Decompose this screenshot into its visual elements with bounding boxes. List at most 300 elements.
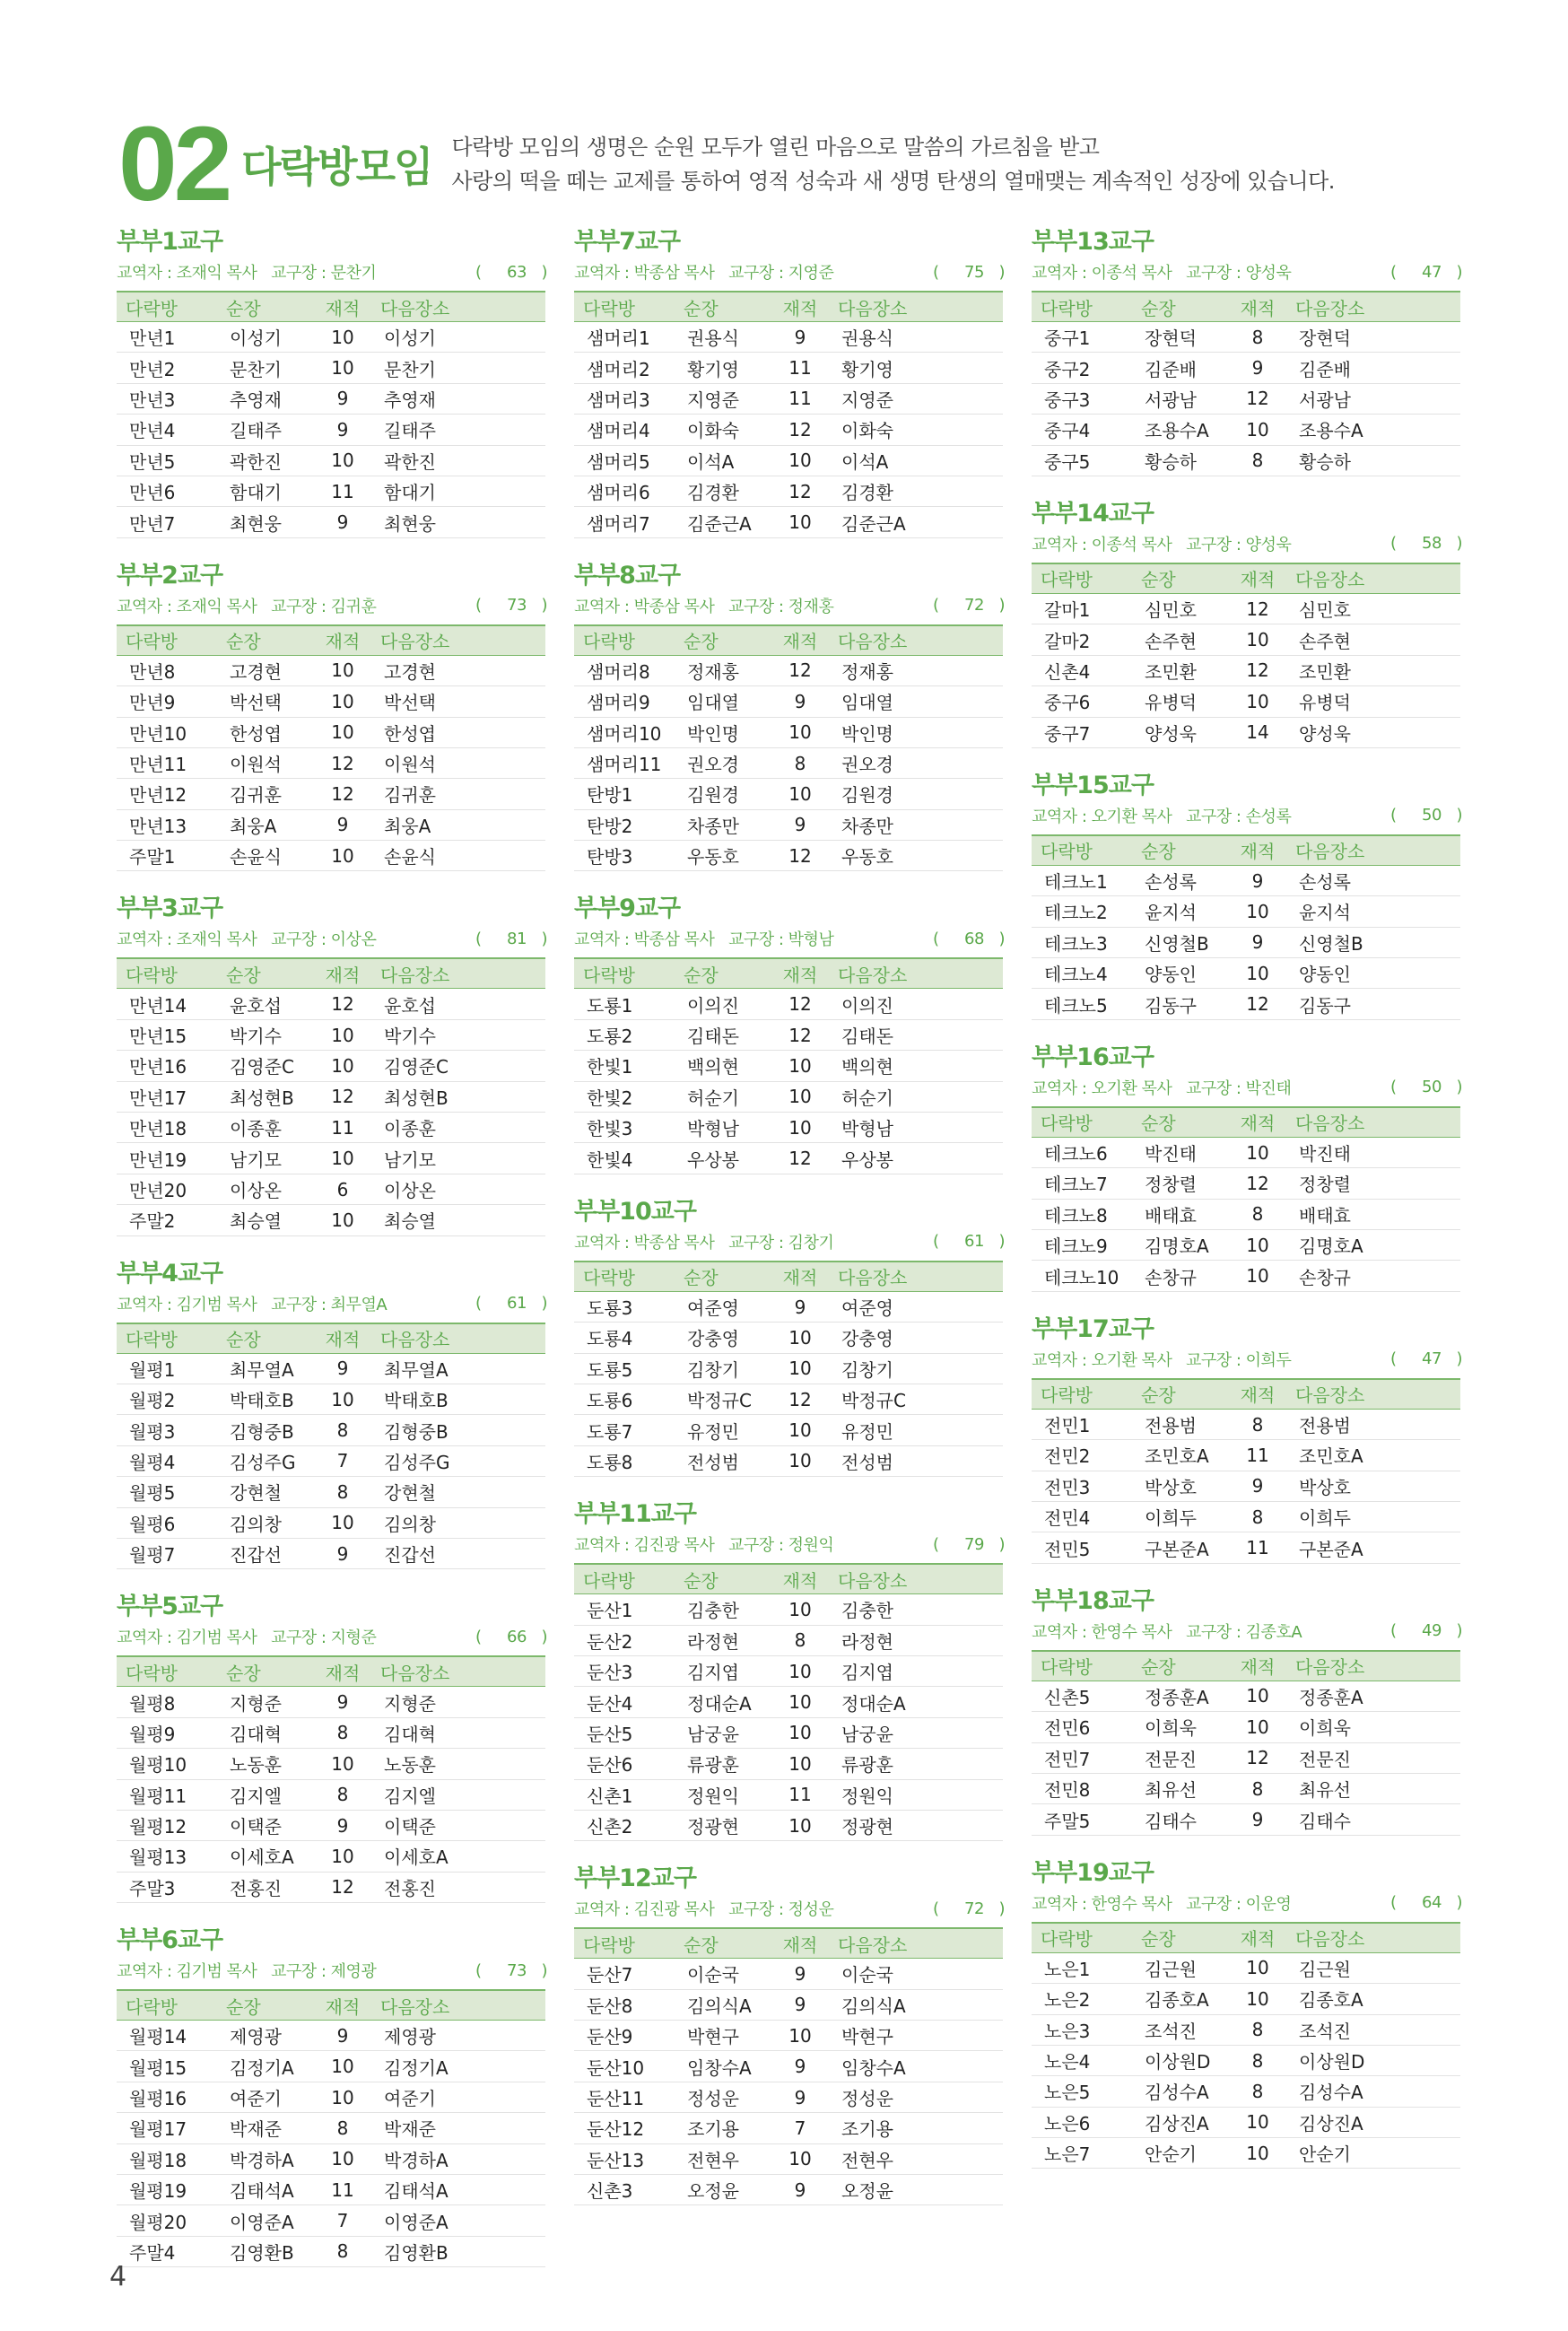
cell-leader: 곽한진 [217, 445, 314, 476]
cell-leader: 노동훈 [217, 1749, 314, 1779]
paren-left: ( [475, 1960, 482, 1980]
cell-enrolled: 8 [314, 2236, 371, 2266]
group-table [574, 1261, 1003, 1477]
cell-leader: 윤지석 [1132, 896, 1229, 927]
table-row [1032, 383, 1460, 414]
cell-room: 전민2 [1032, 1440, 1132, 1471]
cell-next-venue: 허순기 [829, 1081, 1003, 1112]
group-info [1032, 1074, 1462, 1101]
cell-next-venue: 박상호 [1286, 1471, 1460, 1501]
table-row [1032, 1532, 1460, 1563]
cell-enrolled: 10 [771, 1594, 829, 1625]
cell-next-venue: 김대혁 [371, 1717, 545, 1748]
cell-leader: 고경현 [217, 655, 314, 685]
cell-leader: 배태효 [1132, 1199, 1229, 1229]
cell-enrolled: 9 [1229, 927, 1286, 957]
cell-leader: 여준영 [675, 1291, 771, 1322]
cell-next-venue: 여준기 [371, 2082, 545, 2112]
cell-enrolled: 11 [314, 1113, 371, 1143]
group-info [574, 1895, 1005, 1922]
table-row [574, 989, 1003, 1019]
cell-next-venue: 문찬기 [371, 353, 545, 383]
cell-enrolled: 10 [314, 1841, 371, 1872]
cell-enrolled: 8 [314, 1477, 371, 1507]
table-header-row [117, 1990, 545, 2021]
cell-next-venue: 정대순A [829, 1687, 1003, 1717]
cell-next-venue: 김지엽 [829, 1655, 1003, 1686]
cell-next-venue: 진갑선 [371, 1538, 545, 1568]
table-row [1032, 1440, 1460, 1471]
cell-leader: 김정기A [217, 2051, 314, 2082]
paren-right: ) [998, 929, 1005, 948]
cell-enrolled: 12 [1229, 989, 1286, 1019]
cell-room: 중구7 [1032, 717, 1132, 747]
section-title: 다락방모임 [241, 143, 432, 191]
cell-room: 샘머리10 [574, 717, 675, 747]
group-leaders: 교역자 : 김진광 목사 교구장 : 정성운 [574, 1900, 834, 1920]
parish-group [117, 893, 547, 1235]
cell-room: 주말2 [117, 1205, 217, 1235]
cell-leader: 김형중B [217, 1415, 314, 1445]
column-header: 순장 [1132, 835, 1229, 866]
cell-leader: 오정윤 [675, 2175, 771, 2205]
cell-room: 만년8 [117, 655, 217, 685]
table-row [574, 841, 1003, 871]
table-row [574, 2143, 1003, 2174]
column-header: 순장 [1132, 1651, 1229, 1681]
paren-left: ( [1390, 1349, 1397, 1369]
table-row [117, 322, 545, 353]
column-header: 다음장소 [1286, 1923, 1460, 1953]
table-row [117, 717, 545, 747]
cell-enrolled: 10 [1229, 1681, 1286, 1711]
group-info [1032, 530, 1462, 557]
cell-room: 만년14 [117, 989, 217, 1019]
cell-next-venue: 신영철B [1286, 927, 1460, 957]
cell-next-venue: 윤지석 [1286, 896, 1460, 927]
group-count [933, 1232, 1005, 1251]
cell-room: 둔산11 [574, 2082, 675, 2112]
cell-leader: 김성주G [217, 1445, 314, 1476]
cell-leader: 이희욱 [1132, 1712, 1229, 1742]
paren-left: ( [1390, 534, 1397, 554]
cell-leader: 차종만 [675, 809, 771, 840]
count-value: 81 [507, 929, 527, 948]
table-row [574, 686, 1003, 717]
group-count [475, 263, 547, 282]
cell-enrolled: 11 [314, 476, 371, 506]
group-table [1032, 1106, 1460, 1292]
group-info [574, 925, 1005, 952]
cell-leader: 이세호A [217, 1841, 314, 1872]
cell-next-venue: 정성운 [829, 2082, 1003, 2112]
count-value: 61 [964, 1232, 984, 1252]
column-header: 순장 [675, 292, 771, 322]
cell-next-venue: 손윤식 [371, 841, 545, 871]
group-table [574, 291, 1003, 538]
table-row [1032, 1681, 1460, 1711]
parish-group [1032, 1857, 1462, 2169]
table-row [1032, 624, 1460, 655]
section-description [451, 130, 1334, 198]
cell-leader: 이희두 [1132, 1501, 1229, 1532]
table-row [117, 1717, 545, 1748]
cell-next-venue: 김근원 [1286, 1952, 1460, 1983]
column-header: 순장 [1132, 563, 1229, 594]
cell-leader: 정광현 [675, 1810, 771, 1840]
cell-next-venue: 박인명 [829, 717, 1003, 747]
table-row [117, 655, 545, 685]
count-value: 75 [964, 262, 984, 282]
table-row [1032, 686, 1460, 717]
group-leaders: 교역자 : 조재익 목사 교구장 : 김귀훈 [117, 597, 377, 616]
group-count [475, 1294, 547, 1313]
cell-enrolled: 10 [1229, 1952, 1286, 1983]
paren-right: ) [541, 1627, 547, 1646]
cell-leader: 권용식 [675, 322, 771, 353]
count-value: 50 [1422, 806, 1442, 825]
cell-leader: 김대혁 [217, 1717, 314, 1748]
paren-left: ( [475, 929, 482, 948]
cell-next-venue: 이의진 [829, 989, 1003, 1019]
column-header: 다락방 [1032, 563, 1132, 594]
table-row [574, 415, 1003, 445]
cell-enrolled: 10 [771, 1687, 829, 1717]
table-row [1032, 2107, 1460, 2137]
cell-leader: 김명호A [1132, 1230, 1229, 1261]
group-leaders: 교역자 : 박종삼 목사 교구장 : 김창기 [574, 1233, 834, 1253]
column-header: 재적 [771, 1928, 829, 1959]
paren-right: ) [1456, 534, 1462, 554]
cell-enrolled: 10 [1229, 1984, 1286, 2014]
cell-enrolled: 10 [314, 655, 371, 685]
paren-right: ) [1456, 1621, 1462, 1641]
table-row [117, 2205, 545, 2236]
cell-next-venue: 강충영 [829, 1323, 1003, 1353]
cell-leader: 양동인 [1132, 958, 1229, 989]
cell-next-venue: 김영준C [371, 1051, 545, 1081]
cell-next-venue: 박재준 [371, 2113, 545, 2143]
cell-enrolled: 10 [1229, 1230, 1286, 1261]
paren-right: ) [998, 1899, 1005, 1918]
group-count [1390, 1078, 1462, 1096]
cell-next-venue: 황승하 [1286, 445, 1460, 476]
group-leaders: 교역자 : 조재익 목사 교구장 : 이상온 [117, 930, 377, 950]
table-row [1032, 353, 1460, 383]
cell-leader: 박상호 [1132, 1471, 1229, 1501]
cell-room: 둔산12 [574, 2113, 675, 2143]
cell-enrolled: 9 [314, 1810, 371, 1840]
cell-room: 만년11 [117, 747, 217, 778]
table-row [117, 2082, 545, 2112]
cell-leader: 정종훈A [1132, 1681, 1229, 1711]
table-row [117, 1205, 545, 1235]
cell-leader: 구본준A [1132, 1532, 1229, 1563]
cell-room: 주말1 [117, 841, 217, 871]
group-leaders: 교역자 : 김기범 목사 교구장 : 최무열A [117, 1295, 388, 1314]
cell-enrolled: 10 [314, 841, 371, 871]
group-count [1390, 263, 1462, 282]
cell-enrolled: 8 [1229, 1199, 1286, 1229]
cell-enrolled: 11 [1229, 1440, 1286, 1471]
group-leaders: 교역자 : 김기범 목사 교구장 : 지형준 [117, 1628, 377, 1648]
column-header: 재적 [771, 1564, 829, 1594]
group-info [117, 592, 547, 619]
column-header: 다음장소 [829, 958, 1003, 989]
group-leaders: 교역자 : 김진광 목사 교구장 : 정원익 [574, 1536, 834, 1556]
cell-next-venue: 길태주 [371, 415, 545, 445]
cell-leader: 김영환B [217, 2236, 314, 2266]
cell-leader: 강충영 [675, 1323, 771, 1353]
count-value: 49 [1422, 1621, 1442, 1641]
cell-room: 둔산13 [574, 2143, 675, 2174]
table-row [117, 1415, 545, 1445]
table-header-row [574, 1928, 1003, 1959]
cell-leader: 이성기 [217, 322, 314, 353]
group-title: 부부15교구 [1032, 771, 1154, 799]
table-row [574, 747, 1003, 778]
paren-left: ( [933, 929, 939, 948]
cell-next-venue: 우상봉 [829, 1143, 1003, 1174]
cell-next-venue: 최현웅 [371, 507, 545, 537]
cell-leader: 길태주 [217, 415, 314, 445]
table-row [117, 1353, 545, 1384]
cell-next-venue: 박정규C [829, 1384, 1003, 1414]
cell-enrolled: 10 [314, 1384, 371, 1414]
cell-enrolled: 12 [314, 989, 371, 1019]
cell-enrolled: 12 [771, 476, 829, 506]
cell-room: 만년20 [117, 1174, 217, 1204]
cell-next-venue: 최무열A [371, 1353, 545, 1384]
group-leaders: 교역자 : 오기환 목사 교구장 : 이희두 [1032, 1350, 1292, 1370]
cell-next-venue: 김준배 [1286, 353, 1460, 383]
group-table [1032, 1922, 1460, 2169]
cell-leader: 김충한 [675, 1594, 771, 1625]
cell-next-venue: 강현철 [371, 1477, 545, 1507]
cell-room: 만년19 [117, 1143, 217, 1174]
cell-next-venue: 이택준 [371, 1810, 545, 1840]
cell-leader: 최무열A [217, 1353, 314, 1384]
column-header: 순장 [675, 625, 771, 656]
table-row [574, 2051, 1003, 2082]
cell-next-venue: 김정기A [371, 2051, 545, 2082]
column-header: 재적 [1229, 1107, 1286, 1138]
count-value: 47 [1422, 262, 1442, 282]
cell-leader: 이택준 [217, 1810, 314, 1840]
column-header: 다음장소 [829, 292, 1003, 322]
table-row [1032, 655, 1460, 685]
cell-leader: 김성수A [1132, 2076, 1229, 2107]
table-row [1032, 1501, 1460, 1532]
column-header: 순장 [675, 1262, 771, 1292]
cell-next-venue: 여준영 [829, 1291, 1003, 1322]
group-title: 부부16교구 [1032, 1043, 1154, 1071]
cell-leader: 이상온 [217, 1174, 314, 1204]
table-header-row [117, 1323, 545, 1354]
parish-group [574, 1498, 1005, 1841]
column-header: 다락방 [574, 625, 675, 656]
column-header: 재적 [314, 1323, 371, 1354]
cell-leader: 박재준 [217, 2113, 314, 2143]
cell-enrolled: 12 [1229, 593, 1286, 624]
table-row [574, 1081, 1003, 1112]
cell-enrolled: 8 [1229, 2045, 1286, 2075]
cell-enrolled: 12 [1229, 383, 1286, 414]
cell-enrolled: 10 [1229, 415, 1286, 445]
table-row [117, 1477, 545, 1507]
cell-room: 월평13 [117, 1841, 217, 1872]
column-header: 다락방 [1032, 292, 1132, 322]
cell-enrolled: 7 [314, 2205, 371, 2236]
cell-leader: 김지엽 [675, 1655, 771, 1686]
column-header: 다음장소 [371, 958, 545, 989]
cell-room: 월평18 [117, 2143, 217, 2174]
table-row [117, 1872, 545, 1902]
cell-enrolled: 12 [771, 1019, 829, 1050]
cell-room: 둔산8 [574, 1989, 675, 2020]
group-count [475, 1961, 547, 1980]
group-table [117, 1323, 545, 1570]
cell-enrolled: 12 [771, 1143, 829, 1174]
cell-room: 월평6 [117, 1507, 217, 1538]
parish-group [1032, 498, 1462, 748]
cell-room: 둔산9 [574, 2021, 675, 2051]
cell-room: 만년4 [117, 415, 217, 445]
cell-leader: 손성록 [1132, 865, 1229, 895]
cell-room: 월평19 [117, 2175, 217, 2205]
table-row [117, 1445, 545, 1476]
paren-left: ( [475, 1294, 482, 1314]
cell-enrolled: 12 [314, 1872, 371, 1902]
cell-leader: 유정민 [675, 1415, 771, 1445]
table-row [117, 353, 545, 383]
cell-leader: 장현덕 [1132, 322, 1229, 353]
group-info [117, 1290, 547, 1317]
cell-next-venue: 이원석 [371, 747, 545, 778]
cell-leader: 이원석 [217, 747, 314, 778]
cell-leader: 조용수A [1132, 415, 1229, 445]
column-header: 순장 [1132, 292, 1229, 322]
cell-room: 도룡3 [574, 1291, 675, 1322]
paren-left: ( [1390, 262, 1397, 282]
column-header: 다음장소 [829, 1262, 1003, 1292]
table-row [574, 1445, 1003, 1476]
cell-room: 한빛2 [574, 1081, 675, 1112]
column-header: 다락방 [574, 1262, 675, 1292]
column-header: 재적 [314, 292, 371, 322]
cell-enrolled: 9 [314, 383, 371, 414]
column-header: 다락방 [574, 1928, 675, 1959]
cell-room: 중구1 [1032, 322, 1132, 353]
cell-next-venue: 한성엽 [371, 717, 545, 747]
cell-next-venue: 김명호A [1286, 1230, 1460, 1261]
cell-leader: 손주현 [1132, 624, 1229, 655]
cell-room: 갈마1 [1032, 593, 1132, 624]
cell-leader: 이의진 [675, 989, 771, 1019]
cell-room: 전민1 [1032, 1409, 1132, 1439]
table-header-row [1032, 292, 1460, 322]
cell-enrolled: 9 [314, 1538, 371, 1568]
cell-leader: 박정규C [675, 1384, 771, 1414]
cell-next-venue: 이종훈 [371, 1113, 545, 1143]
column-header: 다락방 [117, 1990, 217, 2021]
cell-room: 만년3 [117, 383, 217, 414]
table-header-row [1032, 835, 1460, 866]
cell-leader: 강현철 [217, 1477, 314, 1507]
cell-leader: 신영철B [1132, 927, 1229, 957]
table-row [1032, 1168, 1460, 1199]
table-row [574, 2082, 1003, 2112]
cell-enrolled: 9 [314, 2021, 371, 2051]
table-row [574, 1655, 1003, 1686]
column-header: 순장 [675, 1564, 771, 1594]
column-header: 순장 [1132, 1379, 1229, 1410]
paren-right: ) [998, 1534, 1005, 1554]
cell-enrolled: 10 [314, 1143, 371, 1174]
cell-room: 전민7 [1032, 1742, 1132, 1773]
cell-enrolled: 12 [771, 841, 829, 871]
cell-enrolled: 12 [314, 1081, 371, 1112]
column-header: 다락방 [117, 292, 217, 322]
cell-next-venue: 김성수A [1286, 2076, 1460, 2107]
group-leaders: 교역자 : 김기범 목사 교구장 : 제영광 [117, 1962, 377, 1982]
cell-leader: 박현구 [675, 2021, 771, 2051]
cell-leader: 박진태 [1132, 1137, 1229, 1167]
cell-leader: 이순국 [675, 1959, 771, 1989]
cell-room: 전민8 [1032, 1773, 1132, 1803]
count-value: 63 [507, 262, 527, 282]
cell-room: 월평5 [117, 1477, 217, 1507]
cell-next-venue: 차종만 [829, 809, 1003, 840]
cell-next-venue: 조용수A [1286, 415, 1460, 445]
group-leaders: 교역자 : 이종석 목사 교구장 : 양성욱 [1032, 535, 1292, 554]
cell-room: 월평2 [117, 1384, 217, 1414]
cell-leader: 김의창 [217, 1507, 314, 1538]
cell-room: 전민6 [1032, 1712, 1132, 1742]
paren-left: ( [1390, 806, 1397, 825]
group-table [1032, 563, 1460, 748]
column-1 [117, 226, 547, 2289]
cell-room: 월평8 [117, 1687, 217, 1717]
cell-room: 노은1 [1032, 1952, 1132, 1983]
cell-room: 테크노9 [1032, 1230, 1132, 1261]
group-title: 부부17교구 [1032, 1314, 1154, 1343]
group-title: 부부7교구 [574, 228, 681, 256]
table-header-row [117, 1656, 545, 1687]
cell-enrolled: 10 [314, 445, 371, 476]
cell-leader: 지영준 [675, 383, 771, 414]
table-header-row [117, 292, 545, 322]
cell-leader: 추영재 [217, 383, 314, 414]
cell-enrolled: 10 [314, 1205, 371, 1235]
group-table [1032, 1378, 1460, 1564]
count-value: 64 [1422, 1893, 1442, 1913]
group-info [1032, 802, 1462, 829]
table-row [117, 1507, 545, 1538]
cell-next-venue: 안순기 [1286, 2138, 1460, 2169]
cell-enrolled: 12 [771, 415, 829, 445]
cell-enrolled: 6 [314, 1174, 371, 1204]
cell-room: 월평4 [117, 1445, 217, 1476]
cell-leader: 이영준A [217, 2205, 314, 2236]
cell-enrolled: 10 [771, 1051, 829, 1081]
paren-right: ) [541, 1960, 547, 1980]
cell-room: 둔산7 [574, 1959, 675, 1989]
cell-leader: 우상봉 [675, 1143, 771, 1174]
table-row [1032, 2076, 1460, 2107]
page-number: 4 [109, 2261, 127, 2292]
column-header: 다음장소 [1286, 563, 1460, 594]
